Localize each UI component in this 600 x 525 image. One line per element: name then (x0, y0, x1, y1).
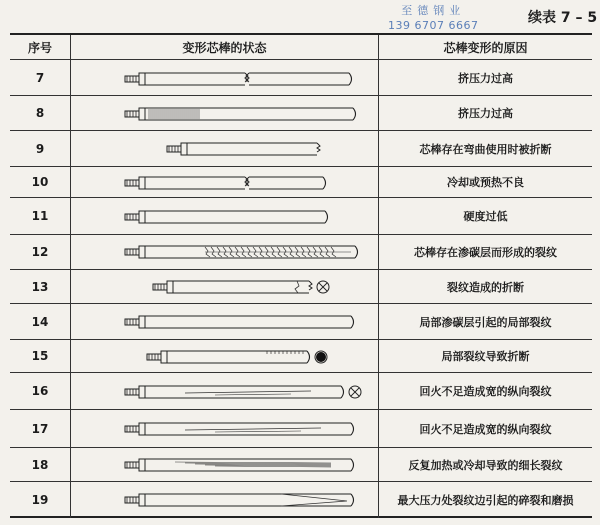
mandrel-drawing (71, 482, 379, 519)
deformation-cause: 芯棒存在弯曲使用时被折断 (378, 131, 592, 166)
mandrel-sketch (125, 108, 356, 120)
table-row (10, 303, 592, 339)
header-cause: 芯棒变形的原因 (378, 35, 592, 59)
mandrel-sketch (125, 246, 358, 258)
deformation-cause: 局部裂纹导致折断 (378, 340, 592, 372)
deformation-cause: 反复加热或冷却导致的细长裂纹 (378, 448, 592, 481)
header-state: 变形芯棒的状态 (70, 35, 378, 59)
deformation-cause: 局部渗碳层引起的局部裂纹 (378, 304, 592, 339)
mandrel-drawing (71, 167, 379, 198)
mandrel-state-cell (70, 304, 378, 339)
mandrel-state-cell (70, 270, 378, 303)
mandrel-state-cell (70, 198, 378, 234)
table-row (10, 234, 592, 269)
table-row (10, 130, 592, 166)
row-number: 7 (35, 70, 45, 85)
mandrel-sketch (125, 73, 352, 85)
mandrel-sketch (147, 351, 327, 363)
mandrel-state-cell (70, 340, 378, 372)
mandrel-drawing (71, 235, 379, 270)
mandrel-sketch (125, 386, 361, 398)
mandrel-deformation-table (10, 33, 592, 518)
table-label: 续表 7 – 5 (528, 10, 598, 26)
row-number: 15 (31, 349, 49, 363)
table-row (10, 95, 592, 130)
mandrel-drawing (71, 340, 379, 373)
mandrel-drawing (71, 198, 379, 235)
table-row (10, 481, 592, 518)
mandrel-state-cell (70, 235, 378, 269)
table-row (10, 197, 592, 234)
table-row (10, 59, 592, 95)
mandrel-sketch (125, 494, 354, 506)
table-row (10, 269, 592, 303)
row-number: 8 (35, 106, 45, 120)
table-row (10, 409, 592, 447)
mandrel-drawing (71, 131, 379, 167)
mandrel-sketch (125, 177, 326, 189)
row-number: 10 (31, 175, 49, 189)
table-row (10, 339, 592, 372)
row-number: 11 (31, 209, 49, 223)
deformation-cause: 冷却或预热不良 (378, 167, 592, 197)
row-number: 17 (31, 421, 49, 436)
watermark (388, 2, 478, 32)
mandrel-sketch (153, 281, 329, 293)
mandrel-state-cell (70, 131, 378, 166)
mandrel-drawing (71, 448, 379, 482)
mandrel-sketch (125, 211, 328, 223)
mandrel-state-cell (70, 96, 378, 130)
mandrel-drawing (71, 96, 379, 131)
row-number: 16 (31, 384, 49, 398)
mandrel-sketch (125, 423, 354, 435)
mandrel-state-cell (70, 373, 378, 409)
watermark-company: 至德钢业 (401, 4, 466, 17)
table-header-row (10, 35, 592, 59)
deformation-cause: 裂纹造成的折断 (378, 270, 592, 303)
deformation-cause: 回火不足造成宽的纵向裂纹 (378, 410, 592, 447)
mandrel-drawing (71, 410, 379, 448)
mandrel-drawing (71, 270, 379, 304)
mandrel-state-cell (70, 60, 378, 95)
row-number: 13 (31, 279, 49, 294)
row-number: 9 (35, 141, 45, 156)
row-number: 19 (31, 493, 49, 507)
deformation-cause: 硬度过低 (378, 198, 592, 234)
mandrel-state-cell (70, 482, 378, 518)
deformation-cause: 挤压力过高 (378, 96, 592, 130)
row-number: 12 (31, 245, 49, 259)
watermark-phone: 139 6707 6667 (388, 19, 479, 32)
row-number: 18 (31, 457, 49, 472)
table-row (10, 447, 592, 481)
mandrel-drawing (71, 373, 379, 410)
mandrel-drawing (71, 304, 379, 340)
row-number: 14 (31, 314, 49, 329)
deformation-cause: 芯棒存在渗碳层而形成的裂纹 (378, 235, 592, 269)
mandrel-sketch (125, 316, 354, 328)
deformation-cause: 挤压力过高 (378, 60, 592, 95)
deformation-cause: 最大压力处裂纹边引起的碎裂和磨损 (378, 482, 592, 518)
mandrel-drawing (71, 60, 379, 96)
mandrel-sketch (167, 143, 320, 155)
cross-section-mark (316, 352, 326, 362)
deformation-cause: 回火不足造成宽的纵向裂纹 (378, 373, 592, 409)
table-row (10, 372, 592, 409)
mandrel-sketch (125, 459, 354, 471)
table-row (10, 166, 592, 197)
mandrel-state-cell (70, 167, 378, 197)
mandrel-state-cell (70, 410, 378, 447)
mandrel-state-cell (70, 448, 378, 481)
header-number: 序号 (27, 40, 52, 55)
